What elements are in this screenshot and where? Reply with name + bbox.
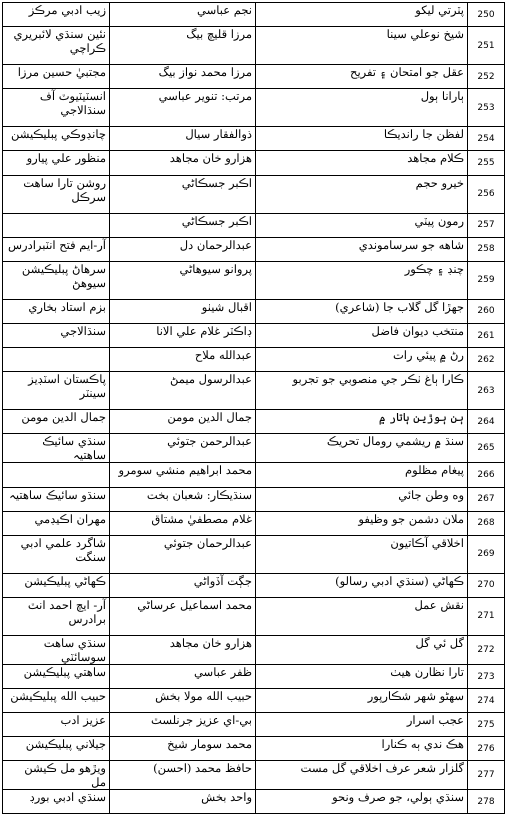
title-cell: ٻارانا ٻول [256, 89, 468, 127]
number-cell: 250 [468, 3, 505, 27]
author-cell: عبدالرحمان دل [110, 237, 256, 261]
number-cell: 273 [468, 664, 505, 688]
publisher-cell: نئين سنڌي لائبريري ڪراچي [3, 27, 110, 65]
publisher-cell: پاڪستان اسٽڊيز سينٽر [3, 372, 110, 410]
number-cell: 276 [468, 737, 505, 761]
number-cell: 264 [468, 410, 505, 434]
title-cell: سهڻو شهر شڪارپور [256, 689, 468, 713]
publisher-cell: حبيب الله پبليڪيشن [3, 689, 110, 713]
table-body [3, 3, 505, 814]
title-cell: نقش عمل [256, 597, 468, 635]
author-cell: مرتب: تنوير عباسي [110, 89, 256, 127]
title-cell: شاهه جو سرساموندي [256, 237, 468, 261]
publisher-cell: سنڌي ادبي بورڊ [3, 790, 110, 814]
number-cell: 263 [468, 372, 505, 410]
author-cell: بي-اي عزيز جرنلسٽ [110, 713, 256, 737]
author-cell: محمد ابراهيم منشي سومرو [110, 463, 256, 487]
title-cell: رڻ ۾ پيئي رات [256, 348, 468, 372]
table-row [3, 737, 505, 761]
publisher-cell: ويڙهو مل ڪيشن مل [3, 761, 110, 790]
table-row [3, 3, 505, 27]
title-cell: خيرو حجم [256, 175, 468, 213]
publisher-cell: چانڊوڪي پبليڪيشن [3, 127, 110, 151]
number-cell: 269 [468, 535, 505, 573]
number-cell: 272 [468, 635, 505, 664]
author-cell: عبدالرحمن جتوئي [110, 434, 256, 463]
number-cell: 251 [468, 27, 505, 65]
title-cell: عقل جو امتحان ۽ تفريح [256, 65, 468, 89]
author-cell: ظفر عباسي [110, 664, 256, 688]
number-cell: 260 [468, 299, 505, 323]
number-cell: 275 [468, 713, 505, 737]
table-row [3, 324, 505, 348]
publisher-cell: جيلاني پبليڪيشن [3, 737, 110, 761]
publisher-cell: آر- ايچ احمد انٽ برادرس [3, 597, 110, 635]
publisher-cell: مجتبيٰ حسين مرزا [3, 65, 110, 89]
author-cell: ذوالفقار سيال [110, 127, 256, 151]
table-row [3, 713, 505, 737]
author-cell: هزارو خان مجاهد [110, 635, 256, 664]
publisher-cell: جمال الدين مومن [3, 410, 110, 434]
table-row [3, 463, 505, 487]
title-cell: سنڌي ٻولي، جو صرف ونحو [256, 790, 468, 814]
number-cell: 271 [468, 597, 505, 635]
table-row [3, 790, 505, 814]
author-cell: واحد بخش [110, 790, 256, 814]
publisher-cell: عزيز ادب [3, 713, 110, 737]
title-cell: ڪارا ٻاغ ٺڪر جي منصوبي جو تجربو [256, 372, 468, 410]
publisher-cell: مهران اڪيڊمي [3, 511, 110, 535]
author-cell: حافظ محمد (احسن) [110, 761, 256, 790]
author-cell: مرزا قليچ بيگ [110, 27, 256, 65]
number-cell: 253 [468, 89, 505, 127]
publisher-cell [3, 463, 110, 487]
number-cell: 268 [468, 511, 505, 535]
number-cell: 277 [468, 761, 505, 790]
publisher-cell [3, 213, 110, 237]
title-cell: ملان دشمن جو وظيفو [256, 511, 468, 535]
number-cell: 258 [468, 237, 505, 261]
author-cell: محمد سومار شيخ [110, 737, 256, 761]
number-cell: 261 [468, 324, 505, 348]
title-cell: پٽرتي ليکو [256, 3, 468, 27]
author-cell: سنڌيڪار: شعبان بخت [110, 487, 256, 511]
author-cell: ڊاڪٽر غلام علي الانا [110, 324, 256, 348]
title-cell: هڪ ندي ٻه ڪنارا [256, 737, 468, 761]
author-cell: اڪبر جسڪاڻي [110, 175, 256, 213]
table-row [3, 487, 505, 511]
table-row [3, 261, 505, 299]
table-row [3, 635, 505, 664]
number-cell: 262 [468, 348, 505, 372]
title-cell: اخلاقي آڪاتيون [256, 535, 468, 573]
publisher-cell: سنڌو سائيڪ ساهتيہ [3, 487, 110, 511]
publisher-cell: سنڌي ساهت سوسائٽي [3, 635, 110, 664]
publisher-cell: شاگرد علمي ادبي سنگت [3, 535, 110, 573]
publisher-cell: سنڌي سائيڪ ساهتيہ [3, 434, 110, 463]
table-row [3, 597, 505, 635]
table-row [3, 410, 505, 434]
table-row [3, 27, 505, 65]
table-row [3, 761, 505, 790]
number-cell: 274 [468, 689, 505, 713]
publisher-cell: سنڌالاجي [3, 324, 110, 348]
author-cell: اڪبر جسڪاڻي [110, 213, 256, 237]
author-cell: عبدالله ملاح [110, 348, 256, 372]
title-cell: لفظن جا رانديڪا [256, 127, 468, 151]
title-cell: عجب اسرار [256, 713, 468, 737]
table-row [3, 89, 505, 127]
publisher-cell: زيب ادبي مرڪز [3, 3, 110, 27]
number-cell: 255 [468, 151, 505, 175]
number-cell: 267 [468, 487, 505, 511]
number-cell: 256 [468, 175, 505, 213]
author-cell: نجم عباسي [110, 3, 256, 27]
title-cell: پيغام مظلوم [256, 463, 468, 487]
author-cell: پروانو سيوهاڻي [110, 261, 256, 299]
book-list-table [2, 2, 505, 814]
author-cell: غلام مصطفيٰ مشتاق [110, 511, 256, 535]
table-row [3, 299, 505, 323]
author-cell: محمد اسماعيل عرساڻي [110, 597, 256, 635]
publisher-cell: ساهتي پبليڪيشن [3, 664, 110, 688]
title-cell: شيخ نوعلي سينا [256, 27, 468, 65]
number-cell: 266 [468, 463, 505, 487]
publisher-cell: روشن تارا ساهت سرڪل [3, 175, 110, 213]
number-cell: 252 [468, 65, 505, 89]
table-row [3, 511, 505, 535]
title-cell: تارا نظارن هيٺ [256, 664, 468, 688]
publisher-cell: منظور علي پيارو [3, 151, 110, 175]
title-cell: منتخب ديوان فاضل [256, 324, 468, 348]
table-row [3, 372, 505, 410]
number-cell: 278 [468, 790, 505, 814]
number-cell: 254 [468, 127, 505, 151]
table-row [3, 689, 505, 713]
table-row [3, 213, 505, 237]
table-row [3, 127, 505, 151]
table-row [3, 664, 505, 688]
author-cell: اقبال شيٺو [110, 299, 256, 323]
title-cell: سنڌ ۾ ريشمي رومال تحريڪ [256, 434, 468, 463]
number-cell: 270 [468, 573, 505, 597]
publisher-cell [3, 348, 110, 372]
title-cell: چنڊ ۽ چڪور [256, 261, 468, 299]
title-cell: گل ئي گل [256, 635, 468, 664]
author-cell: مرزا محمد نواز بيگ [110, 65, 256, 89]
table-row [3, 237, 505, 261]
number-cell: 265 [468, 434, 505, 463]
table-row [3, 151, 505, 175]
author-cell: جمال الدين مومن [110, 410, 256, 434]
table-row [3, 434, 505, 463]
title-cell: جهڙا گل گلاب جا (شاعري) [256, 299, 468, 323]
publisher-cell: ڪهاڻي پبليڪيشن [3, 573, 110, 597]
title-cell: ٻن ٻوڙين ٻاتار ۾ [256, 410, 468, 434]
title-cell: وه وطن جائي [256, 487, 468, 511]
title-cell: گلزار شعر عرف اخلاقي گل مست [256, 761, 468, 790]
author-cell: هزارو خان مجاهد [110, 151, 256, 175]
publisher-cell: بزم استاد بخاري [3, 299, 110, 323]
table-row [3, 175, 505, 213]
publisher-cell: انسٽيٽيوٽ آف سنڌالاجي [3, 89, 110, 127]
number-cell: 257 [468, 213, 505, 237]
title-cell: رمون پيٽي [256, 213, 468, 237]
author-cell: جڳت آڏواڻي [110, 573, 256, 597]
author-cell: عبدالرحمان جتوئي [110, 535, 256, 573]
publisher-cell: سرهاڻ پبليڪيشن سيوهڻ [3, 261, 110, 299]
title-cell: ڪلام مجاهد [256, 151, 468, 175]
title-cell: ڪهاڻي (سنڌي ادبي رسالو) [256, 573, 468, 597]
number-cell: 259 [468, 261, 505, 299]
author-cell: حبيب الله مولا بخش [110, 689, 256, 713]
author-cell: عبدالرسول ميمڻ [110, 372, 256, 410]
table-row [3, 573, 505, 597]
table-row [3, 535, 505, 573]
table-row [3, 65, 505, 89]
table-row [3, 348, 505, 372]
publisher-cell: آر-ايم فتح انٽبرادرس [3, 237, 110, 261]
